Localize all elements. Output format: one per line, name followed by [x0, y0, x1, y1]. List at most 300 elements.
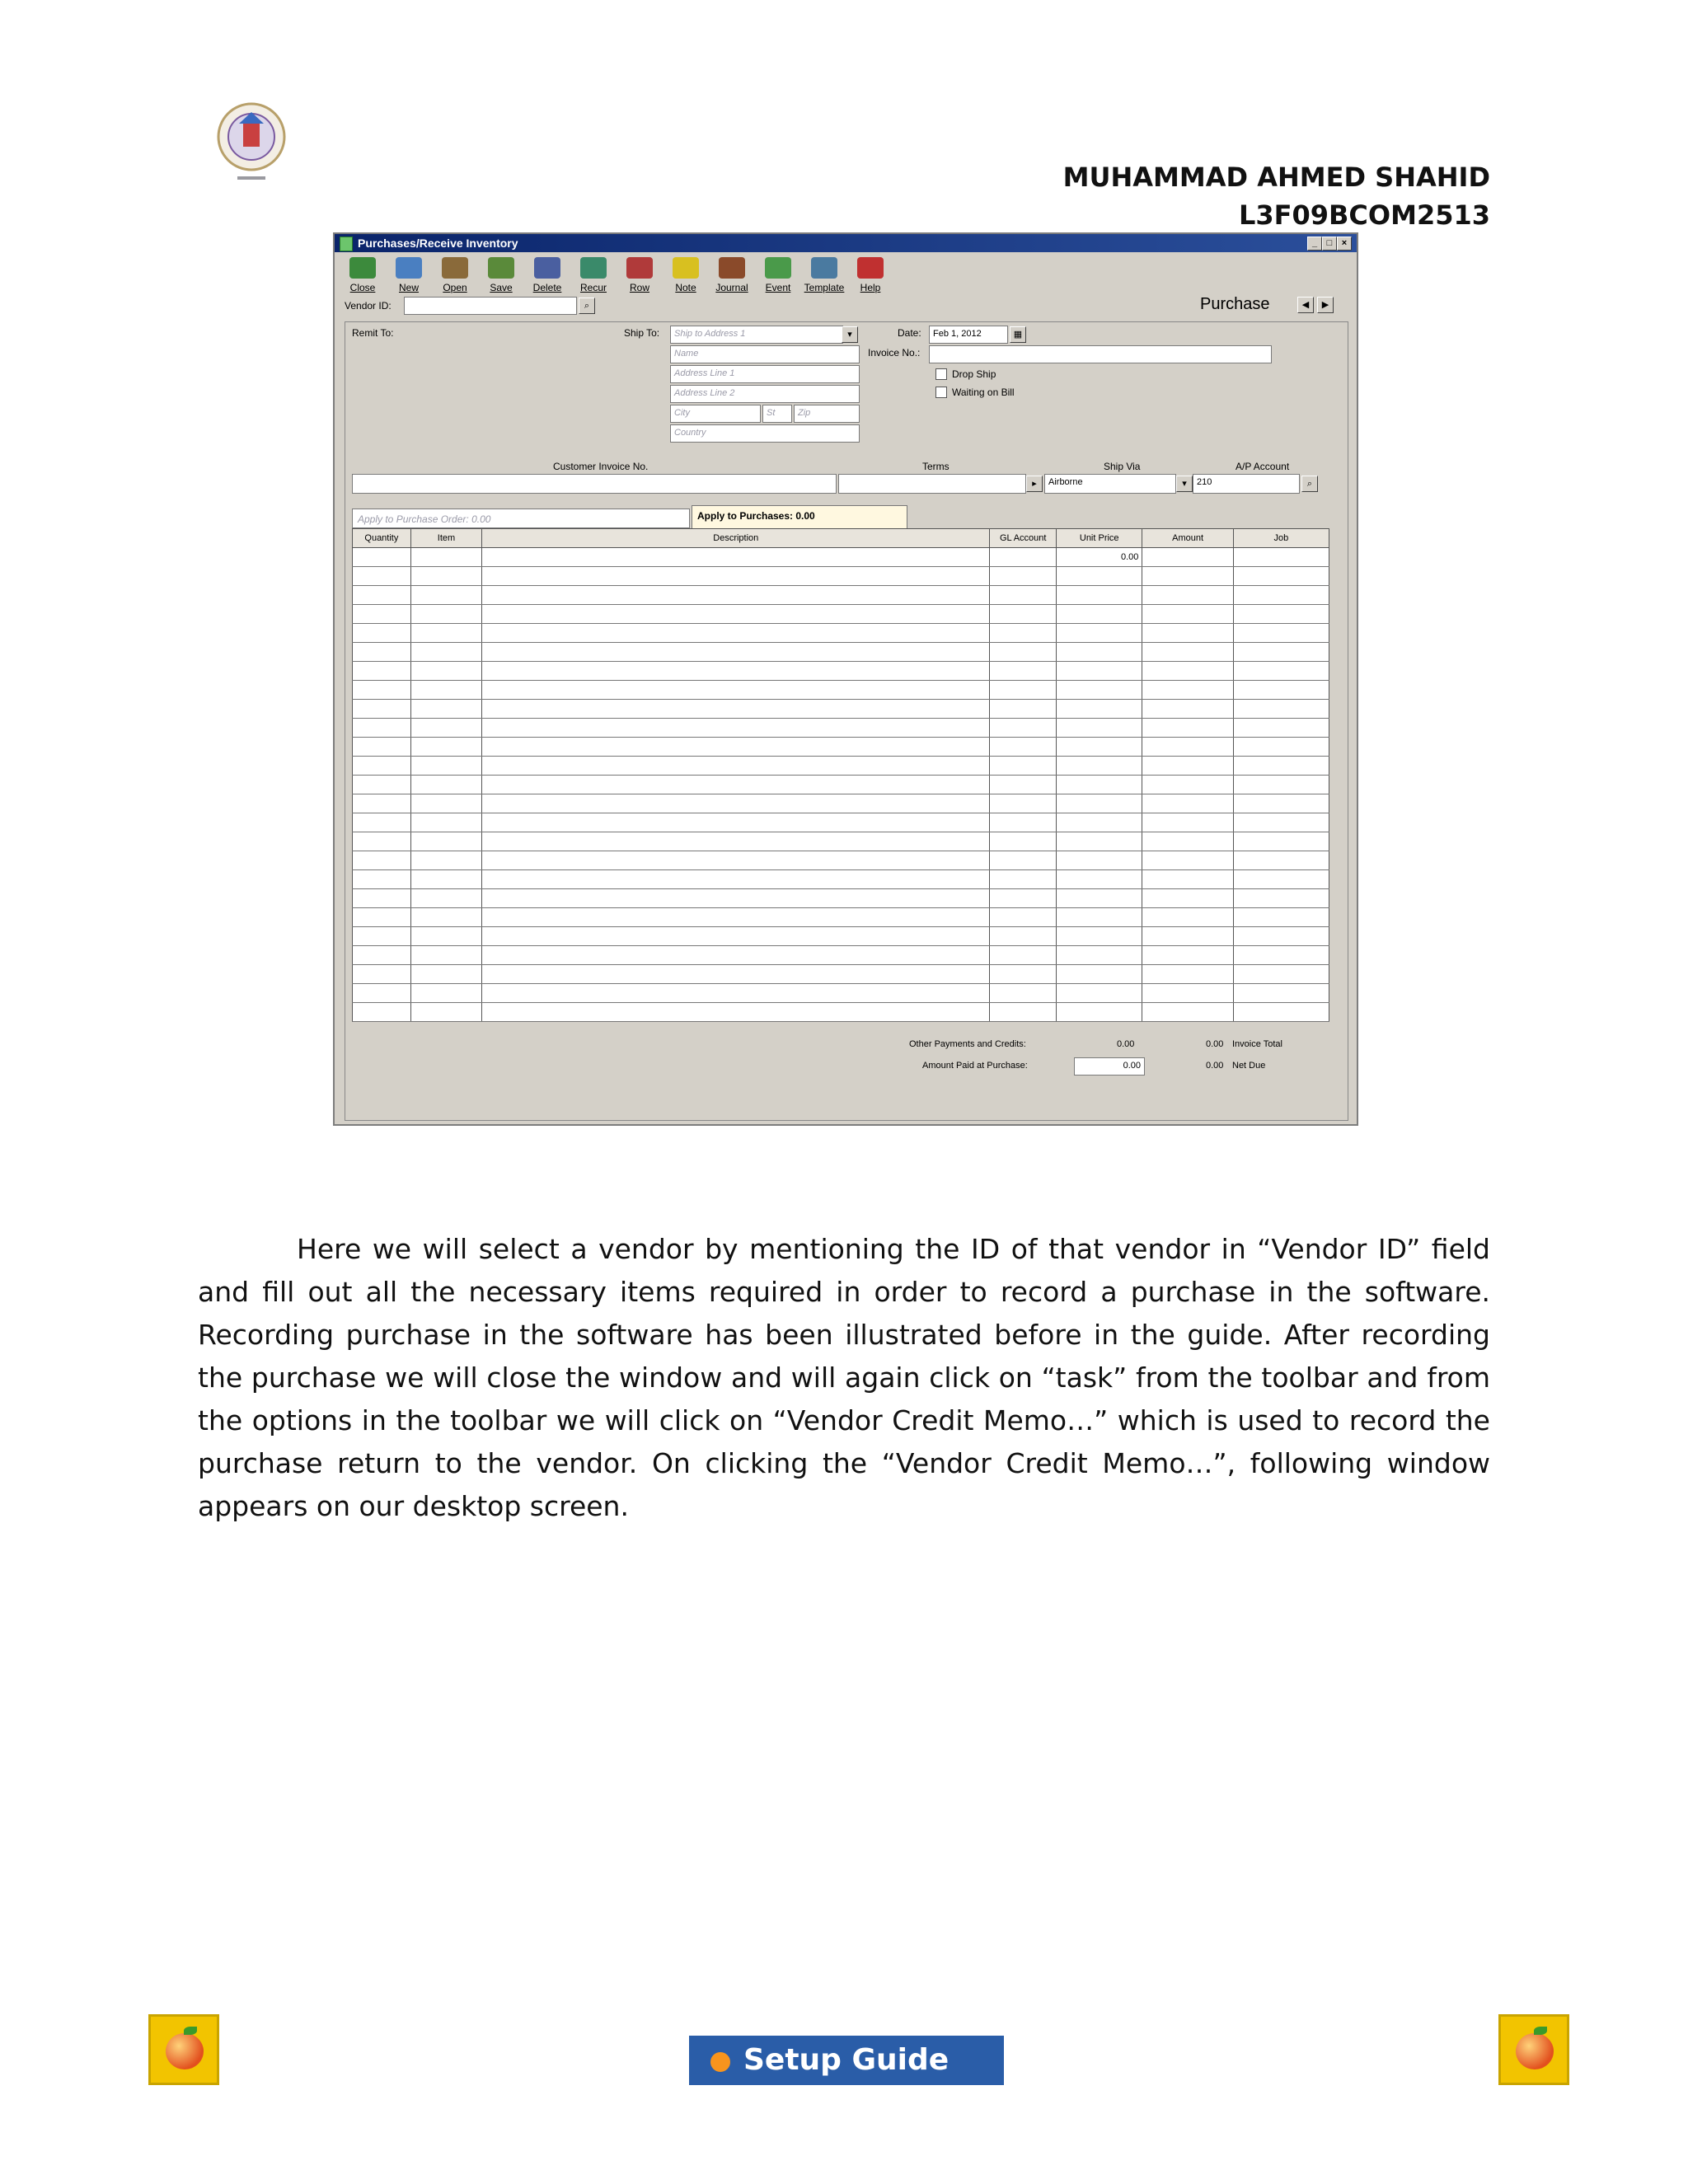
- table-cell[interactable]: [353, 605, 411, 624]
- ship-to-line2-field[interactable]: Address Line 2: [670, 385, 860, 403]
- table-cell[interactable]: [353, 794, 411, 813]
- table-cell[interactable]: [410, 776, 481, 794]
- ship-to-name-field[interactable]: Name: [670, 345, 860, 363]
- table-cell[interactable]: [1233, 1003, 1329, 1022]
- table-cell[interactable]: [482, 567, 990, 586]
- table-cell[interactable]: [1057, 681, 1142, 700]
- ap-account-field[interactable]: 210: [1193, 474, 1300, 494]
- line-items-table: [352, 528, 1329, 1022]
- table-cell[interactable]: [482, 605, 990, 624]
- table-cell[interactable]: [353, 643, 411, 662]
- toolbar-row-button[interactable]: [618, 257, 661, 300]
- table-cell[interactable]: [1233, 605, 1329, 624]
- tab-apply-to-purchases[interactable]: Apply to Purchases: 0.00: [692, 505, 907, 528]
- author-block: [913, 158, 1490, 234]
- table-cell[interactable]: 0.00: [1057, 548, 1142, 567]
- author-id: L3F09BCOM2513: [1238, 199, 1490, 231]
- table-cell[interactable]: [990, 681, 1057, 700]
- table-cell[interactable]: [410, 794, 481, 813]
- column-header: Unit Price: [1057, 529, 1142, 548]
- table-cell[interactable]: [410, 851, 481, 870]
- table-cell[interactable]: [1057, 984, 1142, 1003]
- table-cell[interactable]: [353, 700, 411, 719]
- table-cell[interactable]: [1233, 813, 1329, 832]
- magnifier-icon: ⌕: [1306, 479, 1313, 489]
- table-cell[interactable]: [1233, 984, 1329, 1003]
- ship-via-dropdown-button[interactable]: [1176, 476, 1193, 492]
- table-cell[interactable]: [1233, 965, 1329, 984]
- table-cell[interactable]: [1057, 870, 1142, 889]
- table-cell[interactable]: [482, 681, 990, 700]
- table-cell[interactable]: [990, 605, 1057, 624]
- table-cell[interactable]: [482, 965, 990, 984]
- table-cell[interactable]: [990, 889, 1057, 908]
- table-cell[interactable]: [1057, 946, 1142, 965]
- table-cell[interactable]: [410, 681, 481, 700]
- table-cell[interactable]: [1057, 662, 1142, 681]
- table-cell[interactable]: [1142, 927, 1233, 946]
- table-row: [353, 700, 1329, 719]
- table-cell[interactable]: [353, 851, 411, 870]
- table-cell[interactable]: [482, 757, 990, 776]
- waiting-on-bill-label: Waiting on Bill: [952, 387, 1015, 398]
- table-cell[interactable]: [482, 927, 990, 946]
- table-cell[interactable]: [1057, 1003, 1142, 1022]
- event-icon: [765, 257, 791, 279]
- maximize-button[interactable]: □: [1322, 237, 1337, 251]
- table-cell[interactable]: [1142, 643, 1233, 662]
- table-cell[interactable]: [410, 927, 481, 946]
- table-cell[interactable]: [1233, 794, 1329, 813]
- table-cell[interactable]: [1057, 757, 1142, 776]
- table-cell[interactable]: [410, 662, 481, 681]
- table-cell[interactable]: [1057, 908, 1142, 927]
- toolbar-delete-button[interactable]: [526, 257, 569, 300]
- other-payments-value: 0.00: [1117, 1039, 1135, 1049]
- net-due-label: Net Due: [1232, 1061, 1266, 1071]
- previous-button[interactable]: [1297, 297, 1314, 313]
- table-cell[interactable]: [353, 586, 411, 605]
- table-row: [353, 794, 1329, 813]
- table-cell[interactable]: [1233, 681, 1329, 700]
- table-row: [353, 851, 1329, 870]
- table-cell[interactable]: [990, 965, 1057, 984]
- invoice-no-field[interactable]: [929, 345, 1272, 363]
- table-cell[interactable]: [353, 946, 411, 965]
- table-cell[interactable]: [353, 757, 411, 776]
- table-row: [353, 776, 1329, 794]
- table-cell[interactable]: [1233, 700, 1329, 719]
- toolbar-label: Note: [675, 282, 696, 293]
- table-row: [353, 643, 1329, 662]
- bullet-dot-icon: [710, 2052, 730, 2072]
- table-row: [353, 624, 1329, 643]
- table-cell[interactable]: [1142, 586, 1233, 605]
- column-header: Quantity: [353, 529, 411, 548]
- table-cell[interactable]: [482, 908, 990, 927]
- ship-to-zip-field[interactable]: Zip: [794, 405, 860, 423]
- ship-to-line1-field[interactable]: Address Line 1: [670, 365, 860, 383]
- table-cell[interactable]: [1057, 643, 1142, 662]
- table-row: [353, 662, 1329, 681]
- table-row: [353, 908, 1329, 927]
- table-cell[interactable]: [990, 927, 1057, 946]
- table-cell[interactable]: [410, 757, 481, 776]
- table-cell[interactable]: [410, 643, 481, 662]
- date-field[interactable]: Feb 1, 2012: [929, 326, 1008, 344]
- table-cell[interactable]: [1057, 586, 1142, 605]
- table-cell[interactable]: [410, 624, 481, 643]
- table-cell[interactable]: [1142, 870, 1233, 889]
- table-cell[interactable]: [1057, 813, 1142, 832]
- table-cell[interactable]: [410, 889, 481, 908]
- toolbar-event-button[interactable]: [757, 257, 799, 300]
- drop-ship-label: Drop Ship: [952, 368, 996, 380]
- table-cell[interactable]: [482, 946, 990, 965]
- table-cell[interactable]: [482, 984, 990, 1003]
- table-cell[interactable]: [990, 832, 1057, 851]
- table-cell[interactable]: [410, 832, 481, 851]
- ap-account-lookup-button[interactable]: [1301, 476, 1318, 492]
- customer-invoice-field[interactable]: [352, 474, 837, 494]
- table-cell[interactable]: [990, 776, 1057, 794]
- table-cell[interactable]: [1142, 965, 1233, 984]
- row-icon: [626, 257, 653, 279]
- template-icon: [811, 257, 837, 279]
- table-row: [353, 586, 1329, 605]
- vendor-id-label: Vendor ID:: [345, 300, 392, 312]
- table-cell[interactable]: [990, 719, 1057, 738]
- table-row: [353, 567, 1329, 586]
- table-cell[interactable]: [353, 813, 411, 832]
- table-cell[interactable]: [1142, 738, 1233, 757]
- table-cell[interactable]: [482, 851, 990, 870]
- table-cell[interactable]: [410, 567, 481, 586]
- table-row: [353, 870, 1329, 889]
- date-label: Date:: [898, 327, 921, 339]
- table-cell[interactable]: [1233, 624, 1329, 643]
- table-cell[interactable]: [482, 624, 990, 643]
- open-icon: [442, 257, 468, 279]
- table-cell[interactable]: [1057, 567, 1142, 586]
- table-cell[interactable]: [482, 700, 990, 719]
- table-cell[interactable]: [410, 738, 481, 757]
- table-cell[interactable]: [1233, 927, 1329, 946]
- table-cell[interactable]: [353, 889, 411, 908]
- table-cell[interactable]: [353, 738, 411, 757]
- table-cell[interactable]: [353, 908, 411, 927]
- table-cell[interactable]: [410, 586, 481, 605]
- table-cell[interactable]: [1233, 908, 1329, 927]
- table-cell[interactable]: [482, 813, 990, 832]
- table-cell[interactable]: [990, 1003, 1057, 1022]
- table-cell[interactable]: [990, 946, 1057, 965]
- peachtree-logo-left: [148, 2014, 219, 2085]
- invoice-panel: [345, 321, 1348, 1121]
- table-cell[interactable]: [410, 548, 481, 567]
- table-cell[interactable]: [1057, 776, 1142, 794]
- table-cell[interactable]: [1142, 662, 1233, 681]
- table-cell[interactable]: [482, 889, 990, 908]
- vendor-lookup-button[interactable]: [579, 298, 595, 314]
- arrow-right-small-icon: ▸: [1032, 479, 1037, 489]
- table-cell[interactable]: [1233, 776, 1329, 794]
- table-cell[interactable]: [990, 870, 1057, 889]
- table-cell[interactable]: [990, 662, 1057, 681]
- setup-guide-banner: [689, 2036, 1004, 2085]
- invoice-total-value: 0.00: [1206, 1039, 1224, 1049]
- table-cell[interactable]: [353, 984, 411, 1003]
- table-cell[interactable]: [353, 1003, 411, 1022]
- table-cell[interactable]: [1142, 624, 1233, 643]
- table-cell[interactable]: [1057, 738, 1142, 757]
- close-icon: [349, 257, 376, 279]
- table-cell[interactable]: [1142, 776, 1233, 794]
- table-cell[interactable]: [353, 662, 411, 681]
- table-row: [353, 605, 1329, 624]
- column-header: Job: [1233, 529, 1329, 548]
- table-cell[interactable]: [482, 738, 990, 757]
- new-icon: [396, 257, 422, 279]
- column-header: Item: [410, 529, 481, 548]
- table-cell[interactable]: [410, 946, 481, 965]
- table-cell[interactable]: [410, 719, 481, 738]
- invoice-no-label: Invoice No.:: [868, 347, 921, 359]
- ship-via-label: Ship Via: [1104, 461, 1141, 472]
- table-cell[interactable]: [353, 719, 411, 738]
- table-cell[interactable]: [990, 624, 1057, 643]
- toolbar-label: Journal: [715, 282, 748, 293]
- table-cell[interactable]: [990, 586, 1057, 605]
- table-cell[interactable]: [410, 605, 481, 624]
- table-cell[interactable]: [482, 662, 990, 681]
- drop-ship-checkbox[interactable]: [935, 368, 947, 380]
- table-cell[interactable]: [410, 813, 481, 832]
- toolbar-help-button[interactable]: [849, 257, 892, 300]
- ship-to-country-field[interactable]: Country: [670, 424, 860, 443]
- table-cell[interactable]: [353, 870, 411, 889]
- net-due-value: 0.00: [1206, 1061, 1224, 1071]
- help-icon: [857, 257, 884, 279]
- table-cell[interactable]: [1233, 586, 1329, 605]
- close-window-button[interactable]: ×: [1337, 237, 1352, 251]
- table-cell[interactable]: [1142, 700, 1233, 719]
- toolbar-label: Row: [629, 282, 649, 293]
- table-cell[interactable]: [353, 927, 411, 946]
- table-cell[interactable]: [482, 794, 990, 813]
- table-row: [353, 984, 1329, 1003]
- table-cell[interactable]: [1142, 757, 1233, 776]
- table-row: [353, 719, 1329, 738]
- delete-icon: [534, 257, 560, 279]
- vendor-id-input[interactable]: [404, 297, 577, 315]
- table-cell[interactable]: [482, 870, 990, 889]
- window-app-icon: [340, 237, 353, 251]
- note-icon: [673, 257, 699, 279]
- ship-to-state-field[interactable]: St: [762, 405, 792, 423]
- column-header: Description: [482, 529, 990, 548]
- recur-icon: [580, 257, 607, 279]
- window-title: Purchases/Receive Inventory: [358, 237, 518, 250]
- table-cell[interactable]: [1142, 832, 1233, 851]
- table-cell[interactable]: [353, 548, 411, 567]
- other-payments-label: Other Payments and Credits:: [909, 1039, 1026, 1049]
- toolbar-label: Delete: [532, 282, 562, 293]
- table-cell[interactable]: [410, 965, 481, 984]
- table-cell[interactable]: [990, 984, 1057, 1003]
- table-cell[interactable]: [1057, 700, 1142, 719]
- table-cell[interactable]: [1057, 851, 1142, 870]
- toolbar-save-button[interactable]: [480, 257, 523, 300]
- table-cell[interactable]: [990, 567, 1057, 586]
- table-cell[interactable]: [1142, 605, 1233, 624]
- table-cell[interactable]: [1057, 624, 1142, 643]
- ship-to-city-field[interactable]: City: [670, 405, 761, 423]
- toolbar-label: New: [398, 282, 419, 293]
- table-cell[interactable]: [1233, 946, 1329, 965]
- table-cell[interactable]: [1142, 1003, 1233, 1022]
- table-cell[interactable]: [1233, 643, 1329, 662]
- table-cell[interactable]: [1142, 813, 1233, 832]
- table-cell[interactable]: [482, 548, 990, 567]
- table-cell[interactable]: [482, 1003, 990, 1022]
- waiting-on-bill-checkbox[interactable]: [935, 387, 947, 398]
- magnifier-icon: ⌕: [584, 301, 590, 311]
- table-cell[interactable]: [1057, 719, 1142, 738]
- table-row: [353, 965, 1329, 984]
- minimize-button[interactable]: _: [1307, 237, 1322, 251]
- table-row: [353, 548, 1329, 567]
- table-row: [353, 1003, 1329, 1022]
- body-paragraph: Here we will select a vendor by mentioning the ID of that vendor in “Vendor ID” field and fill out all the necessary items required in order to record a purchase in the software. Recording purchase in the software has been illustrated before in the guide. After recording the purchase we will close the window and will again click on “task” from the toolbar and from the options in the toolbar we will click on “Vendor Credit Memo…” which is used to record the purchase return to the vendor. On clicking the “Vendor Credit Memo…”, following window appears on our desktop screen.: [198, 1233, 1490, 1522]
- table-cell[interactable]: [353, 776, 411, 794]
- table-cell[interactable]: [1233, 719, 1329, 738]
- table-cell[interactable]: [1142, 946, 1233, 965]
- table-row: [353, 889, 1329, 908]
- table-cell[interactable]: [1142, 851, 1233, 870]
- journal-icon: [719, 257, 745, 279]
- toolbar-new-button[interactable]: [387, 257, 430, 300]
- ship-to-dropdown-button[interactable]: [842, 326, 858, 343]
- table-cell[interactable]: [410, 908, 481, 927]
- table-cell[interactable]: [482, 586, 990, 605]
- table-cell[interactable]: [1233, 870, 1329, 889]
- toolbar-template-button[interactable]: [803, 257, 846, 300]
- table-cell[interactable]: [1233, 662, 1329, 681]
- table-cell[interactable]: [410, 1003, 481, 1022]
- table-cell[interactable]: [990, 908, 1057, 927]
- tab-apply-to-purchase-order[interactable]: Apply to Purchase Order: 0.00: [352, 509, 690, 528]
- ship-to-address-select[interactable]: Ship to Address 1: [670, 326, 843, 344]
- terms-label: Terms: [922, 461, 950, 472]
- table-cell[interactable]: [1057, 832, 1142, 851]
- column-header: GL Account: [990, 529, 1057, 548]
- table-cell[interactable]: [1142, 889, 1233, 908]
- table-cell[interactable]: [410, 870, 481, 889]
- purchases-window: [333, 232, 1358, 1126]
- table-cell[interactable]: [990, 643, 1057, 662]
- table-cell[interactable]: [1057, 889, 1142, 908]
- toolbar-note-button[interactable]: [664, 257, 707, 300]
- table-cell[interactable]: [990, 757, 1057, 776]
- table-cell[interactable]: [990, 813, 1057, 832]
- table-cell[interactable]: [1233, 567, 1329, 586]
- table-cell[interactable]: [353, 965, 411, 984]
- table-cell[interactable]: [990, 851, 1057, 870]
- calendar-icon: ▦: [1013, 330, 1023, 340]
- toolbar-label: Save: [490, 282, 513, 293]
- toolbar-close-button[interactable]: [341, 257, 384, 300]
- table-cell[interactable]: [1233, 889, 1329, 908]
- table-cell[interactable]: [1057, 965, 1142, 984]
- table-cell[interactable]: [990, 738, 1057, 757]
- toolbar-label: Template: [804, 282, 845, 293]
- table-row: [353, 738, 1329, 757]
- ship-via-select[interactable]: Airborne: [1044, 474, 1176, 494]
- table-cell[interactable]: [990, 700, 1057, 719]
- author-name: MUHAMMAD AHMED SHAHID: [1062, 162, 1490, 193]
- table-cell[interactable]: [1057, 927, 1142, 946]
- table-cell[interactable]: [990, 794, 1057, 813]
- table-cell[interactable]: [1233, 548, 1329, 567]
- amount-paid-field[interactable]: 0.00: [1074, 1057, 1145, 1076]
- table-row: [353, 813, 1329, 832]
- terms-field[interactable]: [838, 474, 1026, 494]
- table-cell[interactable]: [353, 567, 411, 586]
- toolbar-label: Recur: [579, 282, 607, 293]
- toolbar-label: Event: [765, 282, 791, 293]
- table-cell[interactable]: [1142, 908, 1233, 927]
- table-cell[interactable]: [353, 681, 411, 700]
- table-cell[interactable]: [1057, 605, 1142, 624]
- table-cell[interactable]: [353, 624, 411, 643]
- leaf-icon: [184, 2027, 197, 2035]
- table-cell[interactable]: [1057, 794, 1142, 813]
- window-titlebar: [335, 234, 1357, 252]
- table-cell[interactable]: [1142, 719, 1233, 738]
- column-header: Amount: [1142, 529, 1233, 548]
- table-cell[interactable]: [990, 548, 1057, 567]
- table-cell[interactable]: [1233, 851, 1329, 870]
- table-cell[interactable]: [353, 832, 411, 851]
- table-cell[interactable]: [1142, 681, 1233, 700]
- table-cell[interactable]: [482, 776, 990, 794]
- chevron-down-icon: ▾: [847, 330, 852, 340]
- chevron-down-icon: ▾: [1182, 479, 1187, 489]
- table-cell[interactable]: [1233, 757, 1329, 776]
- table-cell[interactable]: [1142, 567, 1233, 586]
- table-cell[interactable]: [482, 643, 990, 662]
- toolbar-open-button[interactable]: [434, 257, 476, 300]
- toolbar-journal-button[interactable]: [710, 257, 753, 300]
- table-cell[interactable]: [1142, 794, 1233, 813]
- toolbar-recur-button[interactable]: [572, 257, 615, 300]
- toolbar-label: Open: [443, 282, 467, 293]
- table-cell[interactable]: [1233, 832, 1329, 851]
- table-cell[interactable]: [1233, 738, 1329, 757]
- table-row: [353, 757, 1329, 776]
- terms-expand-button[interactable]: [1026, 476, 1043, 492]
- toolbar-label: Help: [860, 282, 881, 293]
- calendar-button[interactable]: [1010, 326, 1026, 343]
- table-cell[interactable]: [1142, 984, 1233, 1003]
- table-cell[interactable]: [482, 832, 990, 851]
- table-cell[interactable]: [1142, 548, 1233, 567]
- table-cell[interactable]: [482, 719, 990, 738]
- table-cell[interactable]: [410, 700, 481, 719]
- table-cell[interactable]: [410, 984, 481, 1003]
- next-button[interactable]: [1317, 297, 1334, 313]
